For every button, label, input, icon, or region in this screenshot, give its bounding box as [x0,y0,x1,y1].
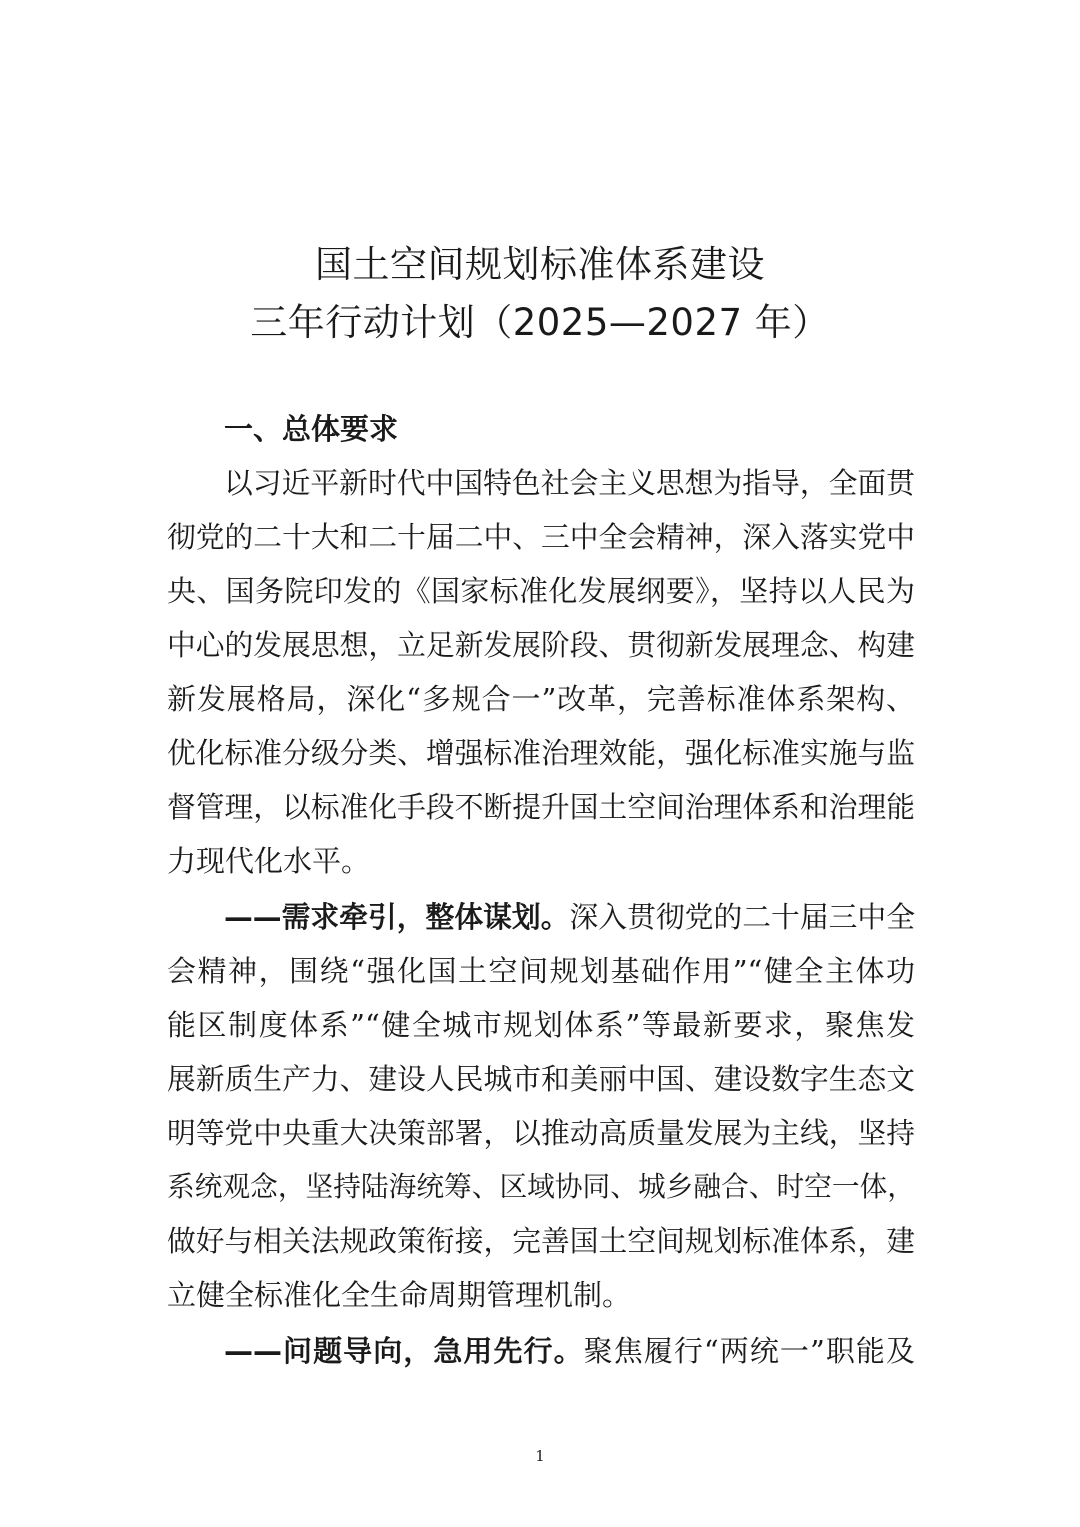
paragraph-line: 会精神，围绕“强化国土空间规划基础作用”“健全主体功 [167,954,915,988]
principle-line-first [224,890,915,944]
paragraph-line: 立健全标准化全生命周期管理机制。 [167,1278,632,1312]
paragraph-line: 中心的发展思想，立足新发展阶段、贯彻新发展理念、构建 [167,628,915,662]
paragraph-line: 督管理，以标准化手段不断提升国土空间治理体系和治理能 [167,790,915,824]
principle-line-first [224,1324,915,1378]
paragraph-line: 以习近平新时代中国特色社会主义思想为指导，全面贯 [224,466,915,500]
page-number: 1 [535,1447,545,1465]
paragraph-line: 展新质生产力、建设人民城市和美丽中国、建设数字生态文 [167,1062,915,1096]
section-heading-general-requirements: 一、总体要求 [224,412,399,446]
paragraph-line: 系统观念，坚持陆海统筹、区域协同、城乡融合、时空一体， [167,1170,915,1203]
principle-text: 聚焦履行“两统一”职能及 [583,1334,915,1368]
paragraph-line: 能区制度体系”“健全城市规划体系”等最新要求，聚焦发 [167,1008,915,1042]
principle-text: 深入贯彻党的二十届三中全 [569,900,915,934]
principle-lead-problem-oriented: ——问题导向，急用先行。 [224,1334,584,1368]
paragraph-line: 央、国务院印发的《国家标准化发展纲要》，坚持以人民为 [167,574,915,608]
paragraph-line: 明等党中央重大决策部署，以推动高质量发展为主线，坚持 [167,1116,915,1150]
document-title-line-2: 三年行动计划（2025—2027 年） [250,301,830,344]
paragraph-line: 优化标准分级分类、增强标准治理效能，强化标准实施与监 [167,736,915,770]
paragraph-line: 做好与相关法规政策衔接，完善国土空间规划标准体系，建 [167,1224,915,1258]
paragraph-line: 新发展格局，深化“多规合一”改革，完善标准体系架构、 [167,682,915,716]
paragraph-line: 力现代化水平。 [167,844,371,878]
paragraph-line: 彻党的二十大和二十届二中、三中全会精神，深入落实党中 [167,520,915,554]
principle-lead-demand-driven: ——需求牵引，整体谋划。 [224,900,570,934]
document-title-line-1: 国土空间规划标准体系建设 [315,243,765,286]
